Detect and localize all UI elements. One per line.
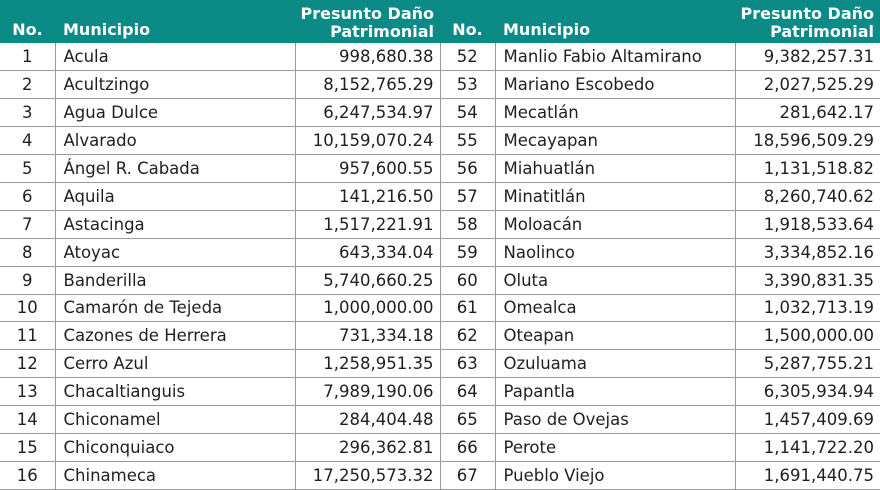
table-row xyxy=(0,155,440,183)
cell-municipio: Papantla xyxy=(495,378,735,406)
cell-municipio: Chiconamel xyxy=(55,406,295,434)
cell-presunto-dano: 1,457,409.69 xyxy=(735,406,880,434)
table-row xyxy=(440,155,880,183)
table-row xyxy=(440,71,880,99)
cell-presunto-dano: 7,989,190.06 xyxy=(295,378,440,406)
cell-no: 60 xyxy=(440,266,495,294)
cell-no: 6 xyxy=(0,182,55,210)
cell-presunto-dano: 6,247,534.97 xyxy=(295,99,440,127)
cell-presunto-dano: 10,159,070.24 xyxy=(295,127,440,155)
header-presunto-dano xyxy=(735,0,880,43)
cell-presunto-dano: 281,642.17 xyxy=(735,99,880,127)
cell-presunto-dano: 284,404.48 xyxy=(295,406,440,434)
cell-no: 3 xyxy=(0,99,55,127)
cell-municipio: Aquila xyxy=(55,182,295,210)
table-row xyxy=(440,182,880,210)
table-row xyxy=(0,294,440,322)
cell-municipio: Omealca xyxy=(495,294,735,322)
cell-presunto-dano: 2,027,525.29 xyxy=(735,71,880,99)
cell-municipio: Chiconquiaco xyxy=(55,433,295,461)
table-row xyxy=(440,322,880,350)
table-row xyxy=(440,266,880,294)
header-row xyxy=(440,0,880,43)
cell-presunto-dano: 5,740,660.25 xyxy=(295,266,440,294)
cell-municipio: Astacinga xyxy=(55,210,295,238)
table-row xyxy=(440,99,880,127)
cell-municipio: Acultzingo xyxy=(55,71,295,99)
cell-presunto-dano: 6,305,934.94 xyxy=(735,378,880,406)
cell-presunto-dano: 5,287,755.21 xyxy=(735,350,880,378)
cell-no: 54 xyxy=(440,99,495,127)
table-row xyxy=(0,43,440,71)
table-row xyxy=(0,350,440,378)
cell-no: 15 xyxy=(0,433,55,461)
cell-municipio: Chinameca xyxy=(55,461,295,489)
cell-municipio: Cerro Azul xyxy=(55,350,295,378)
cell-municipio: Oluta xyxy=(495,266,735,294)
table-right xyxy=(440,0,880,490)
cell-no: 10 xyxy=(0,294,55,322)
cell-presunto-dano: 1,000,000.00 xyxy=(295,294,440,322)
header-value-line2: Patrimonial xyxy=(770,22,874,41)
cell-no: 2 xyxy=(0,71,55,99)
cell-no: 4 xyxy=(0,127,55,155)
cell-presunto-dano: 3,390,831.35 xyxy=(735,266,880,294)
cell-municipio: Acula xyxy=(55,43,295,71)
cell-presunto-dano: 957,600.55 xyxy=(295,155,440,183)
cell-presunto-dano: 731,334.18 xyxy=(295,322,440,350)
table-row xyxy=(0,210,440,238)
table-row xyxy=(0,71,440,99)
cell-municipio: Chacaltianguis xyxy=(55,378,295,406)
table-row xyxy=(0,266,440,294)
cell-municipio: Mariano Escobedo xyxy=(495,71,735,99)
cell-no: 65 xyxy=(440,406,495,434)
cell-no: 52 xyxy=(440,43,495,71)
cell-no: 9 xyxy=(0,266,55,294)
table-row xyxy=(0,378,440,406)
cell-presunto-dano: 18,596,509.29 xyxy=(735,127,880,155)
cell-no: 5 xyxy=(0,155,55,183)
cell-no: 11 xyxy=(0,322,55,350)
table-row xyxy=(440,378,880,406)
header-row xyxy=(0,0,440,43)
cell-presunto-dano: 17,250,573.32 xyxy=(295,461,440,489)
cell-presunto-dano: 1,691,440.75 xyxy=(735,461,880,489)
cell-presunto-dano: 1,918,533.64 xyxy=(735,210,880,238)
cell-no: 58 xyxy=(440,210,495,238)
cell-no: 63 xyxy=(440,350,495,378)
header-no: No. xyxy=(440,0,495,43)
cell-presunto-dano: 643,334.04 xyxy=(295,238,440,266)
cell-municipio: Mecatlán xyxy=(495,99,735,127)
cell-no: 16 xyxy=(0,461,55,489)
cell-no: 66 xyxy=(440,433,495,461)
cell-presunto-dano: 1,517,221.91 xyxy=(295,210,440,238)
table-row xyxy=(440,127,880,155)
cell-municipio: Miahuatlán xyxy=(495,155,735,183)
table-row xyxy=(440,350,880,378)
cell-no: 62 xyxy=(440,322,495,350)
cell-no: 61 xyxy=(440,294,495,322)
cell-municipio: Cazones de Herrera xyxy=(55,322,295,350)
cell-no: 59 xyxy=(440,238,495,266)
cell-no: 56 xyxy=(440,155,495,183)
cell-no: 13 xyxy=(0,378,55,406)
cell-municipio: Naolinco xyxy=(495,238,735,266)
cell-presunto-dano: 1,032,713.19 xyxy=(735,294,880,322)
cell-municipio: Paso de Ovejas xyxy=(495,406,735,434)
header-presunto-dano xyxy=(295,0,440,43)
cell-presunto-dano: 8,260,740.62 xyxy=(735,182,880,210)
table-row xyxy=(0,461,440,489)
cell-no: 14 xyxy=(0,406,55,434)
cell-presunto-dano: 1,131,518.82 xyxy=(735,155,880,183)
cell-municipio: Mecayapan xyxy=(495,127,735,155)
cell-no: 53 xyxy=(440,71,495,99)
cell-municipio: Atoyac xyxy=(55,238,295,266)
cell-presunto-dano: 1,258,951.35 xyxy=(295,350,440,378)
table-row xyxy=(0,406,440,434)
cell-municipio: Perote xyxy=(495,433,735,461)
cell-municipio: Moloacán xyxy=(495,210,735,238)
header-value-line1: Presunto Daño xyxy=(740,4,874,23)
cell-presunto-dano: 1,141,722.20 xyxy=(735,433,880,461)
cell-no: 57 xyxy=(440,182,495,210)
table-row xyxy=(0,182,440,210)
cell-no: 7 xyxy=(0,210,55,238)
cell-presunto-dano: 296,362.81 xyxy=(295,433,440,461)
table-row xyxy=(440,461,880,489)
table-row xyxy=(0,433,440,461)
cell-presunto-dano: 3,334,852.16 xyxy=(735,238,880,266)
table-row xyxy=(440,406,880,434)
cell-municipio: Pueblo Viejo xyxy=(495,461,735,489)
cell-no: 55 xyxy=(440,127,495,155)
cell-municipio: Manlio Fabio Altamirano xyxy=(495,43,735,71)
header-value-line2: Patrimonial xyxy=(330,22,434,41)
table-row xyxy=(440,210,880,238)
cell-municipio: Agua Dulce xyxy=(55,99,295,127)
table-row xyxy=(440,433,880,461)
table-row xyxy=(440,294,880,322)
cell-municipio: Camarón de Tejeda xyxy=(55,294,295,322)
table-row xyxy=(0,99,440,127)
cell-municipio: Oteapan xyxy=(495,322,735,350)
cell-no: 12 xyxy=(0,350,55,378)
cell-municipio: Banderilla xyxy=(55,266,295,294)
cell-municipio: Minatitlán xyxy=(495,182,735,210)
cell-presunto-dano: 8,152,765.29 xyxy=(295,71,440,99)
header-no: No. xyxy=(0,0,55,43)
cell-no: 64 xyxy=(440,378,495,406)
cell-presunto-dano: 141,216.50 xyxy=(295,182,440,210)
cell-presunto-dano: 9,382,257.31 xyxy=(735,43,880,71)
header-value-line1: Presunto Daño xyxy=(300,4,434,23)
cell-no: 8 xyxy=(0,238,55,266)
table-row xyxy=(440,238,880,266)
cell-presunto-dano: 998,680.38 xyxy=(295,43,440,71)
cell-municipio: Alvarado xyxy=(55,127,295,155)
cell-presunto-dano: 1,500,000.00 xyxy=(735,322,880,350)
cell-no: 1 xyxy=(0,43,55,71)
table-row xyxy=(0,127,440,155)
header-municipio: Municipio xyxy=(495,0,735,43)
table-row xyxy=(0,322,440,350)
table-row xyxy=(0,238,440,266)
cell-municipio: Ángel R. Cabada xyxy=(55,155,295,183)
header-municipio: Municipio xyxy=(55,0,295,43)
table-row xyxy=(440,43,880,71)
cell-no: 67 xyxy=(440,461,495,489)
cell-municipio: Ozuluama xyxy=(495,350,735,378)
